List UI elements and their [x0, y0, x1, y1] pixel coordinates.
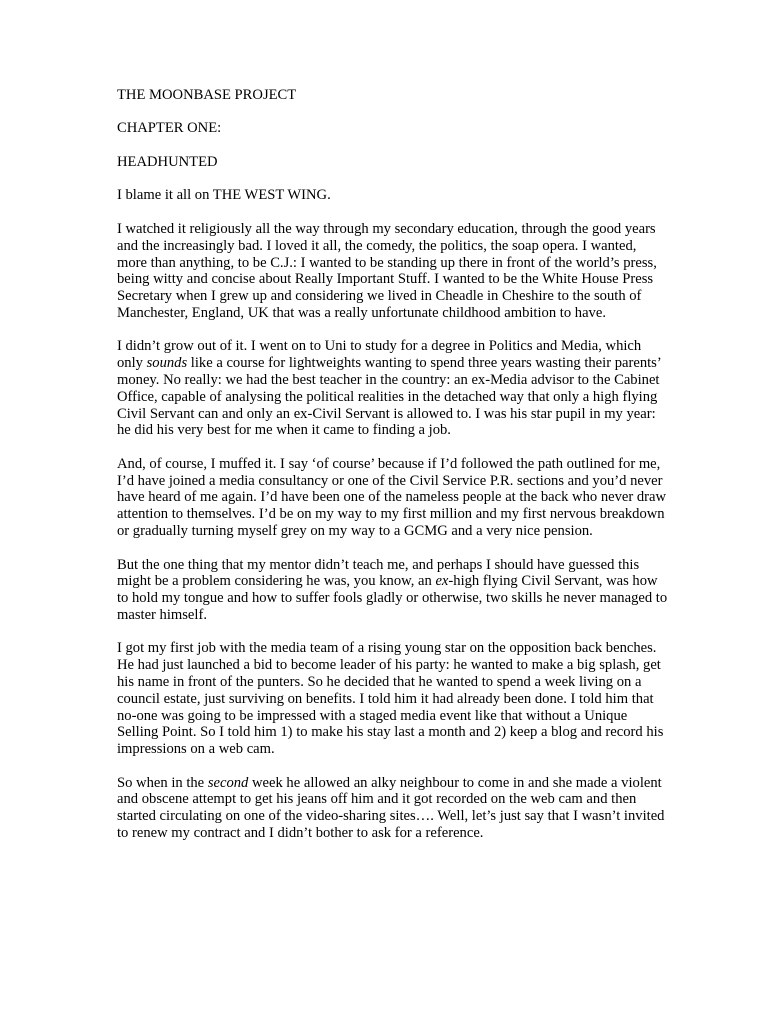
italic-text: second [207, 774, 249, 791]
paragraph-text: -high flying Civil Servant, was how to hold my tongue and how to suffer fools gladly or otherwise, two skills he never managed to master himself. [117, 573, 668, 623]
italic-text: ex [435, 573, 449, 590]
paragraph-text: So when in the [117, 774, 208, 791]
paragraph-text: I didn’t grow out of it. I went on to Uni to study for a degree in Politics and Media, which only [117, 338, 642, 372]
paragraph [117, 557, 668, 624]
paragraph [117, 775, 668, 842]
body-text [117, 187, 668, 841]
paragraph-text: But the one thing that my mentor didn’t teach me, and perhaps I should have guessed this might be a problem considering he was, you know, an [117, 556, 640, 590]
paragraph [117, 221, 668, 322]
paragraph [117, 338, 668, 439]
paragraph-text: week he allowed an alky neighbour to come in and she made a violent and obscene attempt to get his jeans off him and it got recorded on the web cam and then started circulating on one of the video-sharing sites…. Well, let’s just say that I wasn’t invited to renew my contract and I didn’t bother to ask for a reference. [117, 774, 665, 842]
paragraph [117, 187, 668, 204]
italic-text: sounds [146, 355, 188, 372]
chapter-title: HEADHUNTED [117, 153, 218, 170]
paragraph [117, 456, 668, 540]
paragraph-text: I blame it all on THE WEST WING. [117, 187, 331, 204]
paragraph-text: I got my first job with the media team of a rising young star on the opposition back benches. He had just launched a bid to become leader of his party: he wanted to make a big splash, get his name in front of the punters. So he decided that he wanted to spend a week living on a council estate, just surviving on benefits. I told him it had already been done. I told him that no-one was going to be impressed with a staged media event like that without a Unique Selling Point. So I told him 1) to make his stay last a month and 2) keep a blog and record his impressions on a web cam. [117, 640, 664, 758]
paragraph-text: I watched it religiously all the way through my secondary education, through the good years and the increasingly bad. I loved it all, the comedy, the politics, the soap opera. I wanted, more than anything, to be C.J.: I wanted to be standing up there in front of the world’s press, being witty and concise about Really Important Stuff. I wanted to be the White House Press Secretary when I grew up and considering we lived in Cheadle in Cheshire to the south of Manchester, England, UK that was a really unfortunate childhood ambition to have. [117, 220, 657, 321]
paragraph [117, 640, 668, 758]
document-title: THE MOONBASE PROJECT [117, 87, 297, 103]
paragraph-text: And, of course, I muffed it. I say ‘of course’ because if I’d followed the path outlined for me, I’d have joined a media consultancy or one of the Civil Service P.R. sections and you’d never have heard of me again. I’d have been one of the nameless people at the back who never draw attention to themselves. I’d be on my way to my first million and my first nervous breakdown or gradually turning myself grey on my way to a GCMG and a very nice pension. [117, 455, 667, 540]
chapter-number: CHAPTER ONE: [117, 120, 222, 137]
paragraph-text: like a course for lightweights wanting to spend three years wasting their parents’ money. No really: we had the best teacher in the country: an ex-Media advisor to the Cabinet Office, capable of analysing the political realities in the detached way that only a high flying Civil Servant can and only an ex-Civil Servant is allowed to. I was his star pupil in my year: he did his very best for me when it came to finding a job. [117, 355, 661, 439]
